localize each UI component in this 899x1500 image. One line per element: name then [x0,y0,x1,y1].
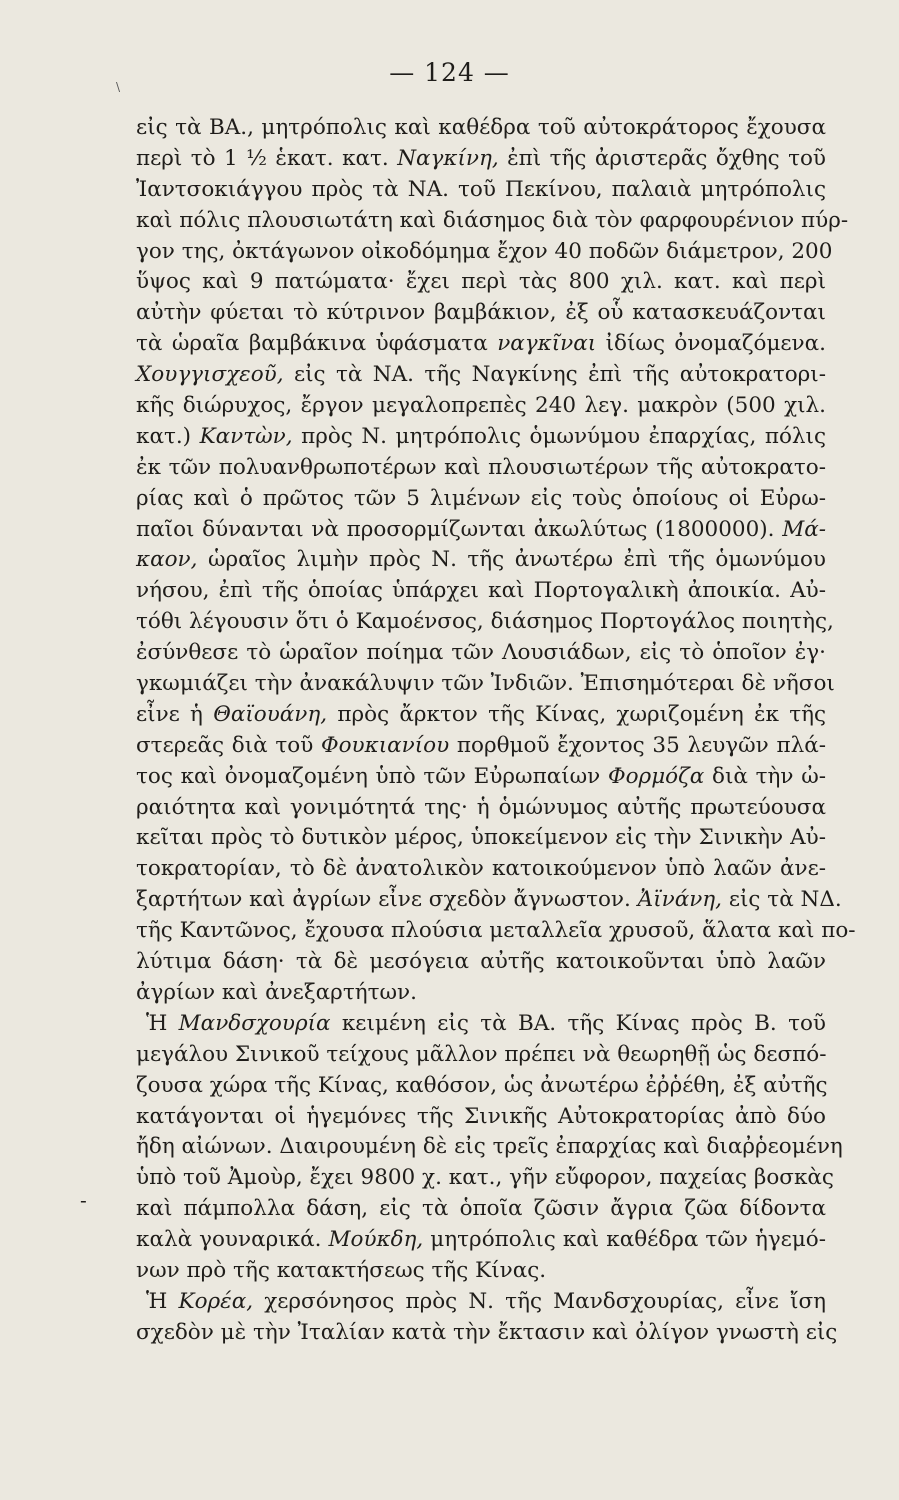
text-line: μεγάλου Σινικοῦ τείχους μᾶλλον πρέπει νὰ θεωρηθῇ ὡς δεσπό- [136,1041,827,1067]
text-line [136,329,826,360]
text-line: νων πρὸ τῆς κατακτήσεως τῆς Κίνας. [136,1257,547,1283]
text-segment: ἐπὶ τῆς ἀριστερᾶς ὄχθης τοῦ [498,145,826,171]
text-line: Ἰαντσοκιάγγου πρὸς τὰ ΝΑ. τοῦ Πεκίνου, παλαιὰ μητρόπολις [136,176,826,202]
italic-term: Μούκδη, [328,1227,424,1253]
text-segment: ξαρτήτων καὶ ἀγρίων εἶνε σχεδὸν ἄγνωστον. [136,887,638,913]
text-line: γκωμιάζει τὴν ἀνακάλυψιν τῶν Ἰνδιῶν. Ἐπισημότεραι δὲ νῆσοι [136,671,835,697]
italic-term: Μανδσχουρία [178,1010,331,1036]
italic-term: Θαϊουάνη, [213,701,328,727]
italic-term: Κορέα, [178,1288,254,1314]
text-line [136,360,826,391]
text-line [136,1009,826,1040]
text-segment: πρὸς Ν. μητρόπολις ὁμωνύμου ἐπαρχίας, πόλις [292,423,826,449]
text-line [136,422,826,453]
text-segment: μητρόπολις καὶ καθέδρα τῶν ἡγεμό- [423,1227,827,1253]
text-line: ἀγρίων καὶ ἀνεξαρτήτων. [136,979,417,1005]
text-line [136,515,826,546]
italic-term: Ἀϊνάνη, [637,887,723,913]
italic-term: Φουκιανίου [320,732,450,758]
text-line: ἤδη αἰώνων. Διαιρουμένη δὲ εἰς τρεῖς ἐπαρχίας καὶ διαῤῥεομένη [136,1134,843,1160]
text-line: σχεδὸν μὲ τὴν Ἰταλίαν κατὰ τὴν ἔκτασιν καὶ ὀλίγον γνωστὴ εἰς [136,1319,838,1345]
text-segment: εἶνε ἡ [136,701,214,727]
text-line: ἐσύνθεσε τὸ ὡραῖον ποίημα τῶν Λουσιάδων, εἰς τὸ ὁποῖον ἐγ· [136,640,826,666]
text-line: λύτιμα δάση· τὰ δὲ μεσόγεια αὐτῆς κατοικοῦνται ὑπὸ λαῶν [136,949,826,975]
text-line: κατάγονται οἱ ἡγεμόνες τῆς Σινικῆς Αὐτοκρατορίας ἀπὸ δύο [136,1103,826,1129]
corner-mark: \ [116,80,121,94]
text-segment: πρὸς ἄρκτον τῆς Κίνας, χωριζομένη ἐκ τῆς [327,701,827,727]
text-segment: ἰδίως ὀνομαζόμενα. [596,331,826,357]
text-line [136,885,842,916]
text-line [136,1287,826,1318]
text-line [136,144,826,175]
text-line: κῆς διώρυχος, ἔργον μεγαλοπρεπὲς 240 λεγ. μακρὸν (500 χιλ. [136,393,826,419]
text-line: ζουσα χώρα τῆς Κίνας, καθόσον, ὡς ἀνωτέρω ἐῤῥέθη, ἐξ αὐτῆς [136,1072,828,1098]
italic-term: Μά- [782,516,826,542]
text-line: τοκρατορίαν, τὸ δὲ ἀνατολικὸν κατοικούμενον ὑπὸ λαῶν ἀνε- [136,856,826,882]
italic-term: Καντὼν, [199,423,293,449]
text-line: κεῖται πρὸς τὸ δυτικὸν μέρος, ὑποκείμενον εἰς τὴν Σινικὴν Αὐ- [136,825,826,851]
text-line: καὶ πάμπολλα δάση, εἰς τὰ ὁποῖα ζῶσιν ἄγρια ζῶα δίδοντα [136,1196,826,1222]
text-segment: παῖοι δύνανται νὰ προσορμίζωνται ἀκωλύτως (1800000). [136,516,783,542]
text-segment: τος καὶ ὀνομαζομένη ὑπὸ τῶν Εὐρωπαίων [136,763,608,789]
text-line: ὑπὸ τοῦ Ἀμοὺρ, ἔχει 9800 χ. κατ., γῆν εὔφορον, παχείας βοσκὰς [136,1165,834,1191]
text-segment: καλὰ γουναρικά. [136,1227,329,1253]
text-segment: Ἡ [146,1010,179,1036]
text-segment: περὶ τὸ 1 ½ ἑκατ. κατ. [136,145,398,171]
text-line: τόθι λέγουσιν ὅτι ὁ Καμοένσος, διάσημος Πορτογάλος ποιητὴς, [136,609,834,635]
text-line: εἰς τὰ ΒΑ., μητρόπολις καὶ καθέδρα τοῦ αὐτοκράτορος ἔχουσα [136,115,826,140]
text-line: ὕψος καὶ 9 πατώματα· ἔχει περὶ τὰς 800 χιλ. κατ. καὶ περὶ [136,269,826,295]
text-line: αὐτὴν φύεται τὸ κύτρινον βαμβάκιον, ἐξ οὗ κατασκευάζονται [136,300,826,326]
text-line [136,762,826,793]
text-segment: διὰ τὴν ὠ- [704,763,827,789]
text-segment: πορθμοῦ ἔχοντος 35 λευγῶν πλά- [449,732,826,758]
text-line: νήσου, ἐπὶ τῆς ὁποίας ὑπάρχει καὶ Πορτογαλικὴ ἀποικία. Αὐ- [136,578,826,604]
text-line: γον της, ὀκτάγωνον οἰκοδόμημα ἔχον 40 ποδῶν διάμετρον, 200 [136,238,833,264]
italic-term: Χουγγισχεοῦ, [136,362,284,388]
italic-term: καον, [136,547,198,573]
page-number: — 124 — [389,58,510,87]
text-segment: εἰς τὰ ΝΔ. [722,887,842,913]
text-line: ἐκ τῶν πολυανθρωποτέρων καὶ πλουσιωτέρων τῆς αὐτοκρατο- [136,454,826,480]
text-line [136,700,826,731]
text-segment: τὰ ὡραῖα βαμβάκινα ὑφάσματα [136,331,498,357]
body-text [136,113,856,1349]
margin-mark: - [80,1188,87,1212]
text-segment: κατ.) [136,423,200,449]
text-line [136,545,826,576]
text-segment: στερεᾶς διὰ τοῦ [136,732,321,758]
text-line [136,1225,826,1256]
text-segment: χερσόνησος πρὸς Ν. τῆς Μανδσχουρίας, εἶνε ἴση [253,1288,827,1314]
text-segment: ὡραῖος λιμὴν πρὸς Ν. τῆς ἀνωτέρω ἐπὶ τῆς ὁμωνύμου [197,547,826,573]
text-line: ρίας καὶ ὁ πρῶτος τῶν 5 λιμένων εἰς τοὺς ὁποίους οἱ Εὐρω- [136,485,826,511]
text-segment: εἰς τὰ ΝΑ. τῆς Ναγκίνης ἐπὶ τῆς αὐτοκρατορι- [283,362,826,388]
italic-term: Ναγκίνη, [397,145,499,171]
text-segment: κειμένη εἰς τὰ ΒΑ. τῆς Κίνας πρὸς Β. τοῦ [330,1010,826,1036]
text-line: ραιότητα καὶ γονιμότητά της· ἡ ὁμώνυμος αὐτῆς πρωτεύουσα [136,794,826,820]
text-line: καὶ πόλις πλουσιωτάτη καὶ διάσημος διὰ τὸν φαρφουρένιον πύρ- [136,207,849,233]
text-segment: Ἡ [146,1288,179,1314]
text-line: τῆς Καντῶνος, ἔχουσα πλούσια μεταλλεῖα χρυσοῦ, ἅλατα καὶ πο- [136,918,856,944]
italic-term: Φορμόζα [607,763,705,789]
italic-term: ναγκῖναι [497,331,597,357]
text-line [136,731,826,762]
